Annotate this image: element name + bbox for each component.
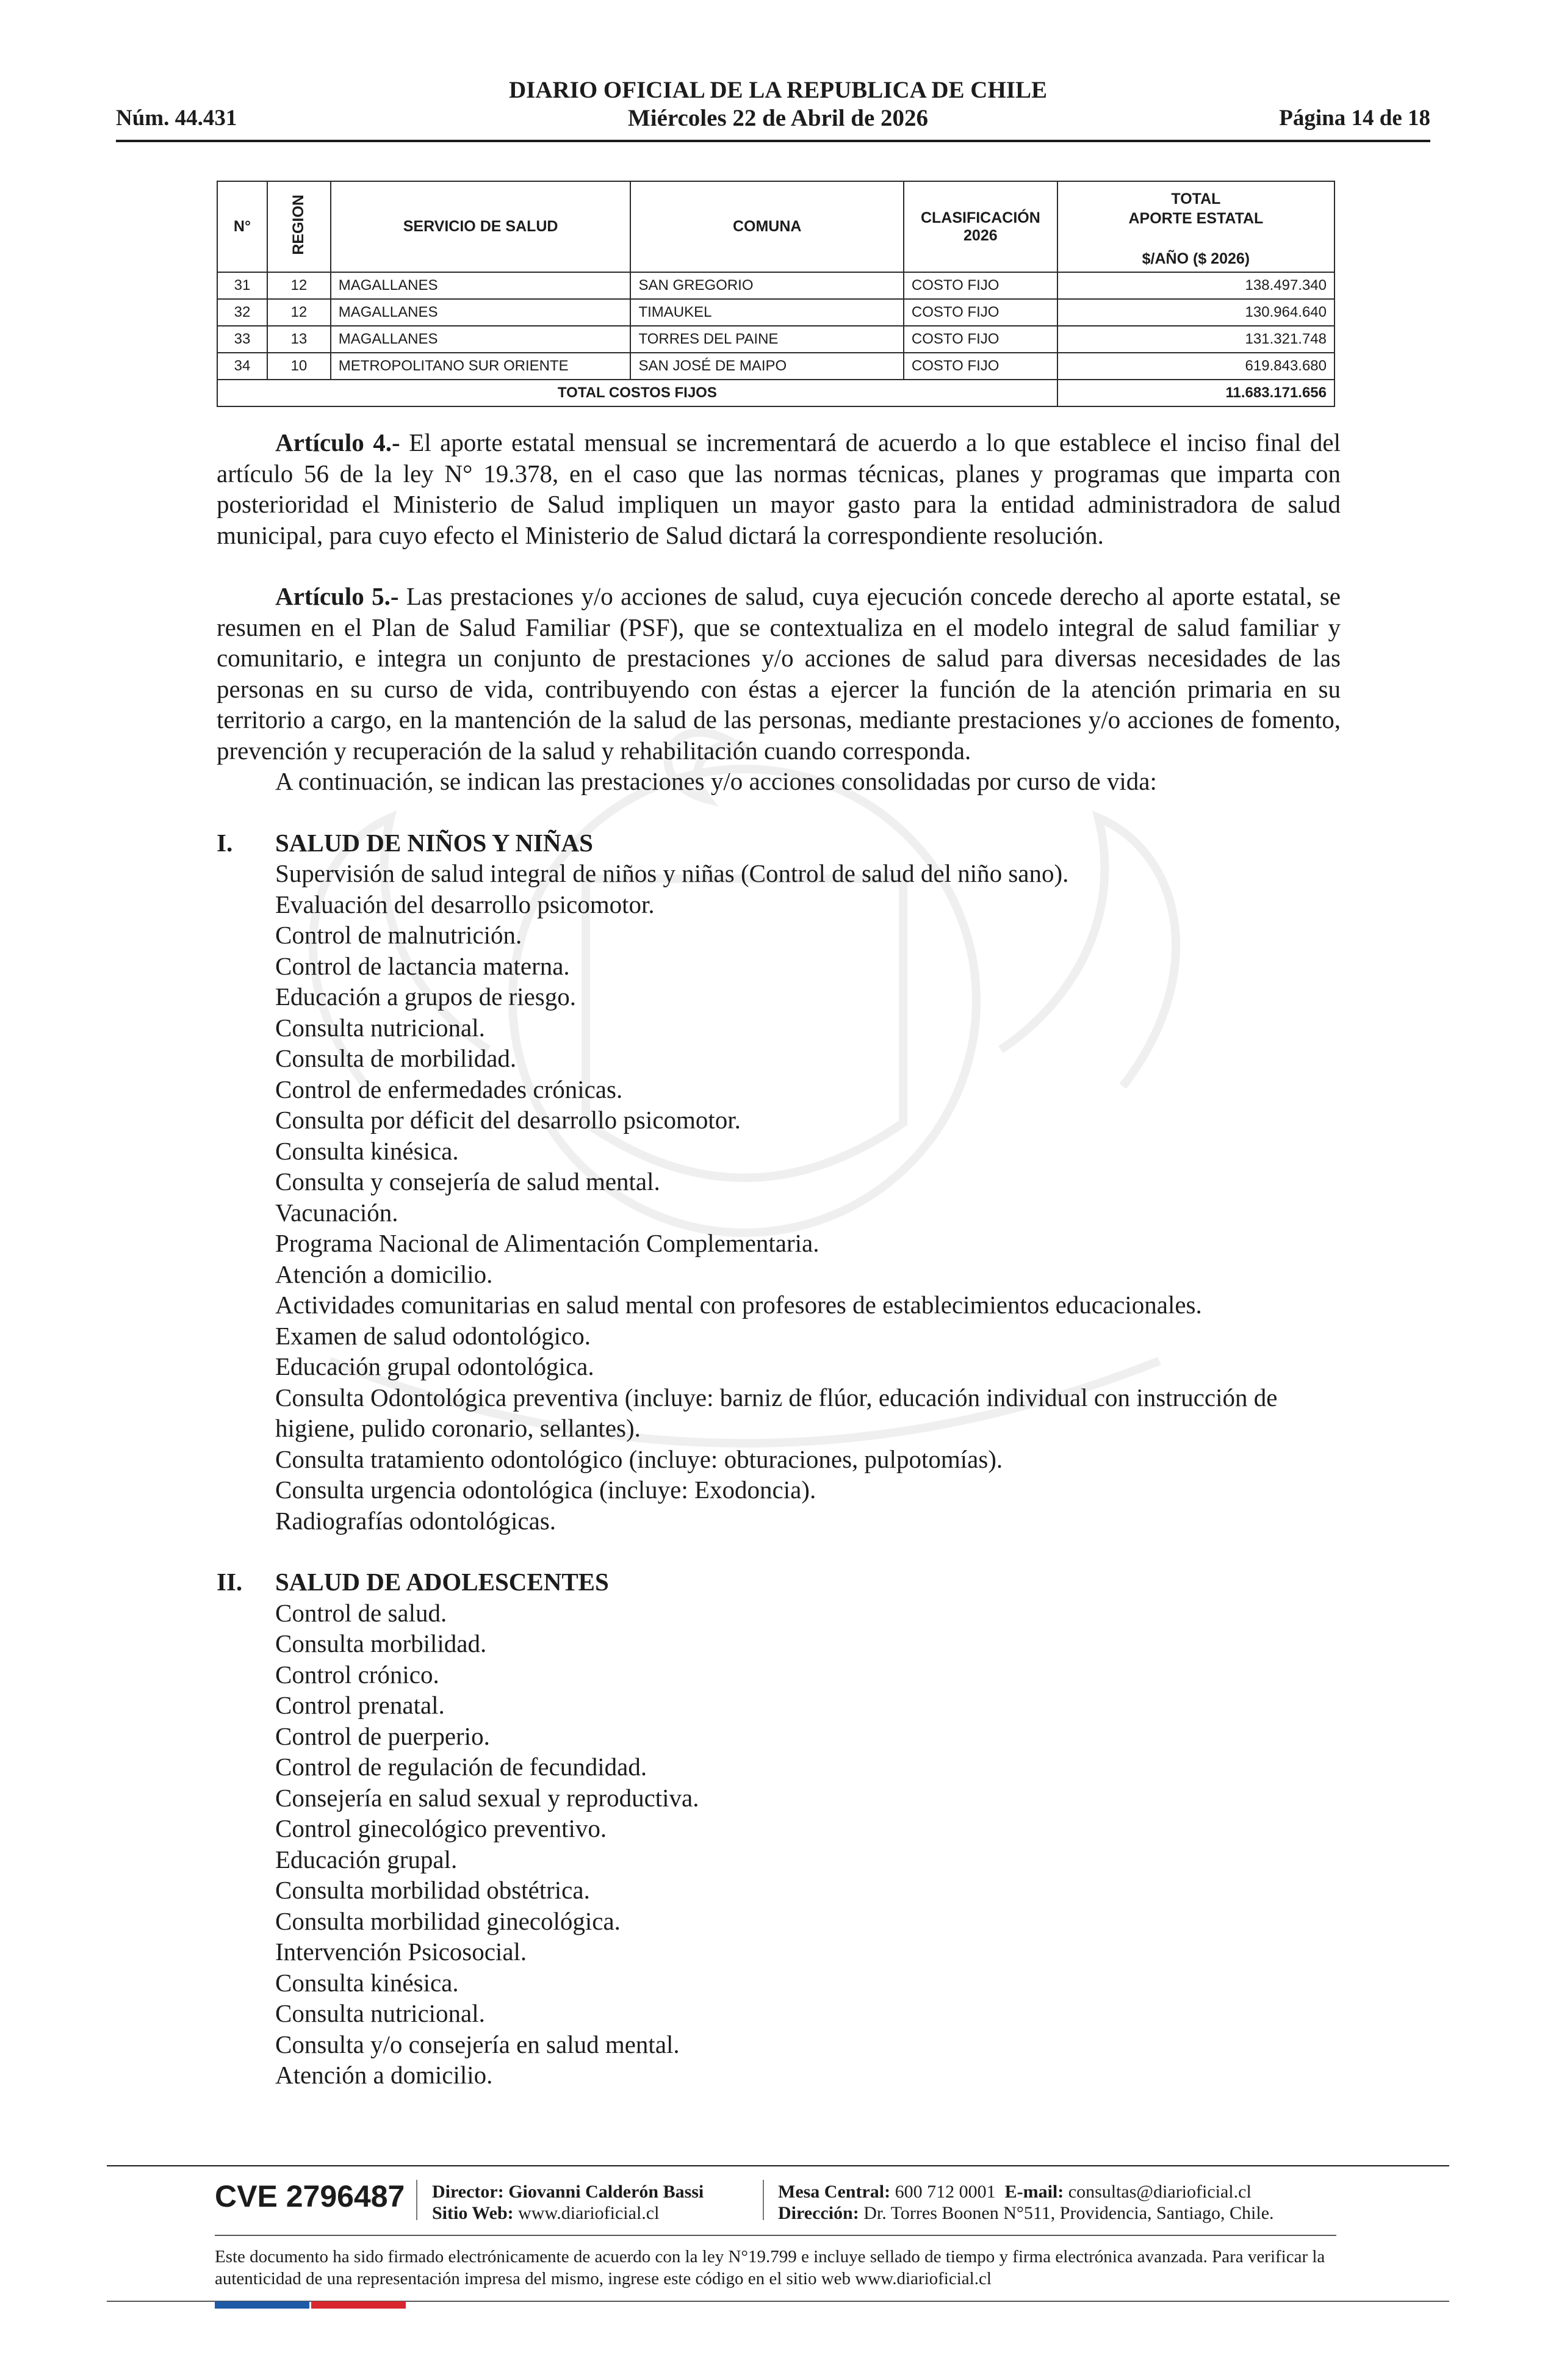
list-item: Evaluación del desarrollo psicomotor. bbox=[275, 890, 655, 918]
footer-contact-block bbox=[778, 2181, 1274, 2224]
list-item: Consulta urgencia odontológica (incluye: Exodoncia). bbox=[275, 1476, 816, 1504]
footer-mid-rule bbox=[215, 2235, 1336, 2236]
cell-comuna: SAN JOSÉ DE MAIPO bbox=[630, 353, 903, 380]
header-rule bbox=[116, 140, 1430, 142]
list-item: Control de regulación de fecundidad. bbox=[275, 1753, 647, 1781]
footer-divider bbox=[416, 2180, 417, 2220]
article-4-text: El aporte estatal mensual se incrementará de acuerdo a lo que establece el inciso final del artículo 56 de la ley N° 19.378, en el caso que las normas técnicas, planes y programas que imparta con posterioridad el Ministerio de Salud impliquen un mayor gasto para la entidad administradora de salud municipal, para cuyo efecto el Ministerio de Salud dictará la correspondiente resolución. bbox=[217, 428, 1341, 549]
cve-code: CVE 2796487 bbox=[215, 2179, 405, 2213]
list-item: Educación grupal odontológica. bbox=[275, 1352, 594, 1380]
region-header-label: REGION bbox=[290, 194, 308, 255]
mesa-value: 600 712 0001 bbox=[895, 2182, 996, 2202]
cell-clasificacion: COSTO FIJO bbox=[904, 326, 1057, 353]
list-item: Consulta Odontológica preventiva (incluye: barniz de flúor, educación individual con instrucción de higiene, pulido coronario, sellantes). bbox=[275, 1383, 1278, 1442]
footer-top-rule bbox=[107, 2165, 1449, 2166]
cell-region: 10 bbox=[267, 353, 331, 380]
article-4 bbox=[217, 427, 1341, 550]
list-item: Consulta nutricional. bbox=[275, 1013, 485, 1042]
col-header-servicio: SERVICIO DE SALUD bbox=[331, 181, 631, 272]
cell-comuna: TORRES DEL PAINE bbox=[630, 326, 903, 353]
list-item: Consulta morbilidad obstétrica. bbox=[275, 1876, 590, 1904]
cell-servicio: MAGALLANES bbox=[331, 299, 631, 326]
total-costos-value: 11.683.171.656 bbox=[1057, 380, 1334, 406]
cell-region: 12 bbox=[267, 299, 331, 326]
list-item: Intervención Psicosocial. bbox=[275, 1938, 527, 1966]
total-header-line2: APORTE ESTATAL bbox=[1128, 210, 1264, 227]
cell-comuna: TIMAUKEL bbox=[630, 299, 903, 326]
cell-num: 32 bbox=[217, 299, 267, 326]
list-item: Control crónico. bbox=[275, 1660, 439, 1689]
list-item: Consulta morbilidad ginecológica. bbox=[275, 1906, 621, 1935]
col-header-region bbox=[267, 181, 331, 272]
email-label: E-mail: bbox=[1004, 2182, 1064, 2202]
prestaciones-list bbox=[217, 858, 1341, 1536]
list-item: Atención a domicilio. bbox=[275, 1260, 493, 1288]
table-total-row bbox=[217, 380, 1334, 406]
list-item: Programa Nacional de Alimentación Complementaria. bbox=[275, 1229, 819, 1257]
list-item: Educación a grupos de riesgo. bbox=[275, 983, 576, 1011]
publication-title: DIARIO OFICIAL DE LA REPUBLICA DE CHILE bbox=[508, 77, 1047, 103]
cell-clasificacion: COSTO FIJO bbox=[904, 353, 1057, 380]
flag-stripe-blue bbox=[215, 2301, 309, 2309]
table-row bbox=[217, 299, 1334, 326]
list-item: Consulta kinésica. bbox=[275, 1968, 459, 1997]
list-item: Consulta morbilidad. bbox=[275, 1629, 487, 1657]
footer-divider bbox=[763, 2180, 764, 2220]
cell-total: 138.497.340 bbox=[1057, 272, 1334, 299]
table-row bbox=[217, 353, 1334, 380]
col-header-total bbox=[1057, 181, 1334, 272]
issue-number: Núm. 44.431 bbox=[116, 106, 237, 131]
direccion-label: Dirección: bbox=[778, 2203, 859, 2223]
web-link[interactable]: www.diarioficial.cl bbox=[518, 2203, 660, 2223]
article-5-title: Artículo 5.- bbox=[275, 582, 399, 610]
cell-clasificacion: COSTO FIJO bbox=[904, 272, 1057, 299]
table-header-row bbox=[217, 181, 1334, 272]
list-item: Educación grupal. bbox=[275, 1845, 458, 1873]
list-item: Supervisión de salud integral de niños y niñas (Control de salud del niño sano). bbox=[275, 859, 1069, 887]
list-item: Consulta y/o consejería en salud mental. bbox=[275, 2030, 680, 2058]
document-body bbox=[217, 427, 1341, 2091]
cell-num: 33 bbox=[217, 326, 267, 353]
cell-clasificacion: COSTO FIJO bbox=[904, 299, 1057, 326]
mesa-label: Mesa Central: bbox=[778, 2182, 891, 2202]
section-title: SALUD DE NIÑOS Y NIÑAS bbox=[275, 828, 593, 857]
direccion-value: Dr. Torres Boonen N°511, Providencia, Santiago, Chile. bbox=[863, 2203, 1274, 2223]
list-item: Control de salud. bbox=[275, 1598, 447, 1627]
total-header-line3: $/AÑO ($ 2026) bbox=[1142, 250, 1250, 267]
section-number: II. bbox=[217, 1568, 243, 1596]
list-item: Consulta kinésica. bbox=[275, 1136, 459, 1165]
list-item: Control de lactancia materna. bbox=[275, 951, 570, 980]
clasificacion-header-line2: 2026 bbox=[963, 226, 998, 244]
article-5-text: Las prestaciones y/o acciones de salud, cuya ejecución concede derecho al aporte estatal, se resumen en el Plan de Salud Familiar (PSF), que se contextualiza en el modelo integral de salud familiar y comunitario, e integra un conjunto de prestaciones y/o acciones de salud para diversas necesidades de las personas en su curso de vida, contribuyendo con éstas a ejercer la función de la atención primaria en su territorio a cargo, en la mantención de la salud de las personas, mediante prestaciones y/o acciones de fomento, prevención y recuperación de la salud y rehabilitación cuando corresponda. bbox=[217, 582, 1341, 765]
cell-total: 130.964.640 bbox=[1057, 299, 1334, 326]
director-name: Giovanni Calderón Bassi bbox=[508, 2182, 704, 2202]
list-item: Actividades comunitarias en salud mental con profesores de establecimientos educacionales. bbox=[275, 1291, 1202, 1319]
prestaciones-list bbox=[217, 1598, 1341, 2091]
clasificacion-header-line1: CLASIFICACIÓN bbox=[920, 209, 1040, 226]
publication-date: Miércoles 22 de Abril de 2026 bbox=[627, 105, 929, 131]
list-item: Consulta nutricional. bbox=[275, 1999, 485, 2027]
section-title: SALUD DE ADOLESCENTES bbox=[275, 1568, 609, 1596]
list-item: Consulta y consejería de salud mental. bbox=[275, 1167, 660, 1195]
table-row bbox=[217, 326, 1334, 353]
col-header-comuna: COMUNA bbox=[630, 181, 903, 272]
flag-stripe-red bbox=[311, 2301, 406, 2309]
cell-region: 12 bbox=[267, 272, 331, 299]
director-label: Director: bbox=[432, 2182, 504, 2202]
table-row bbox=[217, 272, 1334, 299]
list-item: Control prenatal. bbox=[275, 1691, 445, 1719]
article-5-continuation: A continuación, se indican las prestaciones y/o acciones consolidadas por curso de vida: bbox=[275, 767, 1157, 795]
list-item: Consulta de morbilidad. bbox=[275, 1044, 517, 1072]
col-header-clasificacion bbox=[904, 181, 1057, 272]
article-4-title: Artículo 4.- bbox=[275, 428, 400, 456]
list-item: Consulta tratamiento odontológico (incluye: obturaciones, pulpotomías). bbox=[275, 1444, 1003, 1473]
list-item: Consulta por déficit del desarrollo psicomotor. bbox=[275, 1106, 741, 1134]
list-item: Vacunación. bbox=[275, 1198, 398, 1227]
cell-comuna: SAN GREGORIO bbox=[630, 272, 903, 299]
list-item: Consejería en salud sexual y reproductiva. bbox=[275, 1783, 699, 1812]
cell-num: 31 bbox=[217, 272, 267, 299]
list-item: Atención a domicilio. bbox=[275, 2061, 493, 2089]
cell-servicio: METROPOLITANO SUR ORIENTE bbox=[331, 353, 631, 380]
email-link[interactable]: consultas@diarioficial.cl bbox=[1068, 2182, 1252, 2202]
cell-servicio: MAGALLANES bbox=[331, 326, 631, 353]
web-label: Sitio Web: bbox=[432, 2203, 514, 2223]
section-ninos bbox=[217, 828, 1341, 1537]
col-header-num: N° bbox=[217, 181, 267, 272]
section-adolescentes bbox=[217, 1567, 1341, 2091]
list-item: Examen de salud odontológico. bbox=[275, 1321, 591, 1350]
cell-num: 34 bbox=[217, 353, 267, 380]
total-costos-label: TOTAL COSTOS FIJOS bbox=[217, 380, 1057, 406]
fixed-costs-table bbox=[217, 181, 1335, 407]
footer-director-block bbox=[432, 2181, 704, 2224]
list-item: Control ginecológico preventivo. bbox=[275, 1814, 607, 1842]
list-item: Control de puerperio. bbox=[275, 1722, 490, 1750]
list-item: Control de malnutrición. bbox=[275, 921, 522, 949]
cell-servicio: MAGALLANES bbox=[331, 272, 631, 299]
cell-total: 131.321.748 bbox=[1057, 326, 1334, 353]
page-indicator: Página 14 de 18 bbox=[1279, 106, 1430, 131]
list-item: Control de enfermedades crónicas. bbox=[275, 1075, 623, 1103]
article-5 bbox=[217, 581, 1341, 766]
total-header-line1: TOTAL bbox=[1171, 190, 1221, 207]
list-item: Radiografías odontológicas. bbox=[275, 1506, 556, 1535]
footer-legal-text: Este documento ha sido firmado electrónicamente de acuerdo con la ley N°19.799 e incluye sellado de tiempo y firma electrónica avanzada. Para verificar la autenticidad de una representación impresa del mismo, ingrese este código en el sitio web www.diarioficial.cl bbox=[215, 2247, 1325, 2288]
section-number: I. bbox=[217, 828, 233, 857]
cell-total: 619.843.680 bbox=[1057, 353, 1334, 380]
cell-region: 13 bbox=[267, 326, 331, 353]
